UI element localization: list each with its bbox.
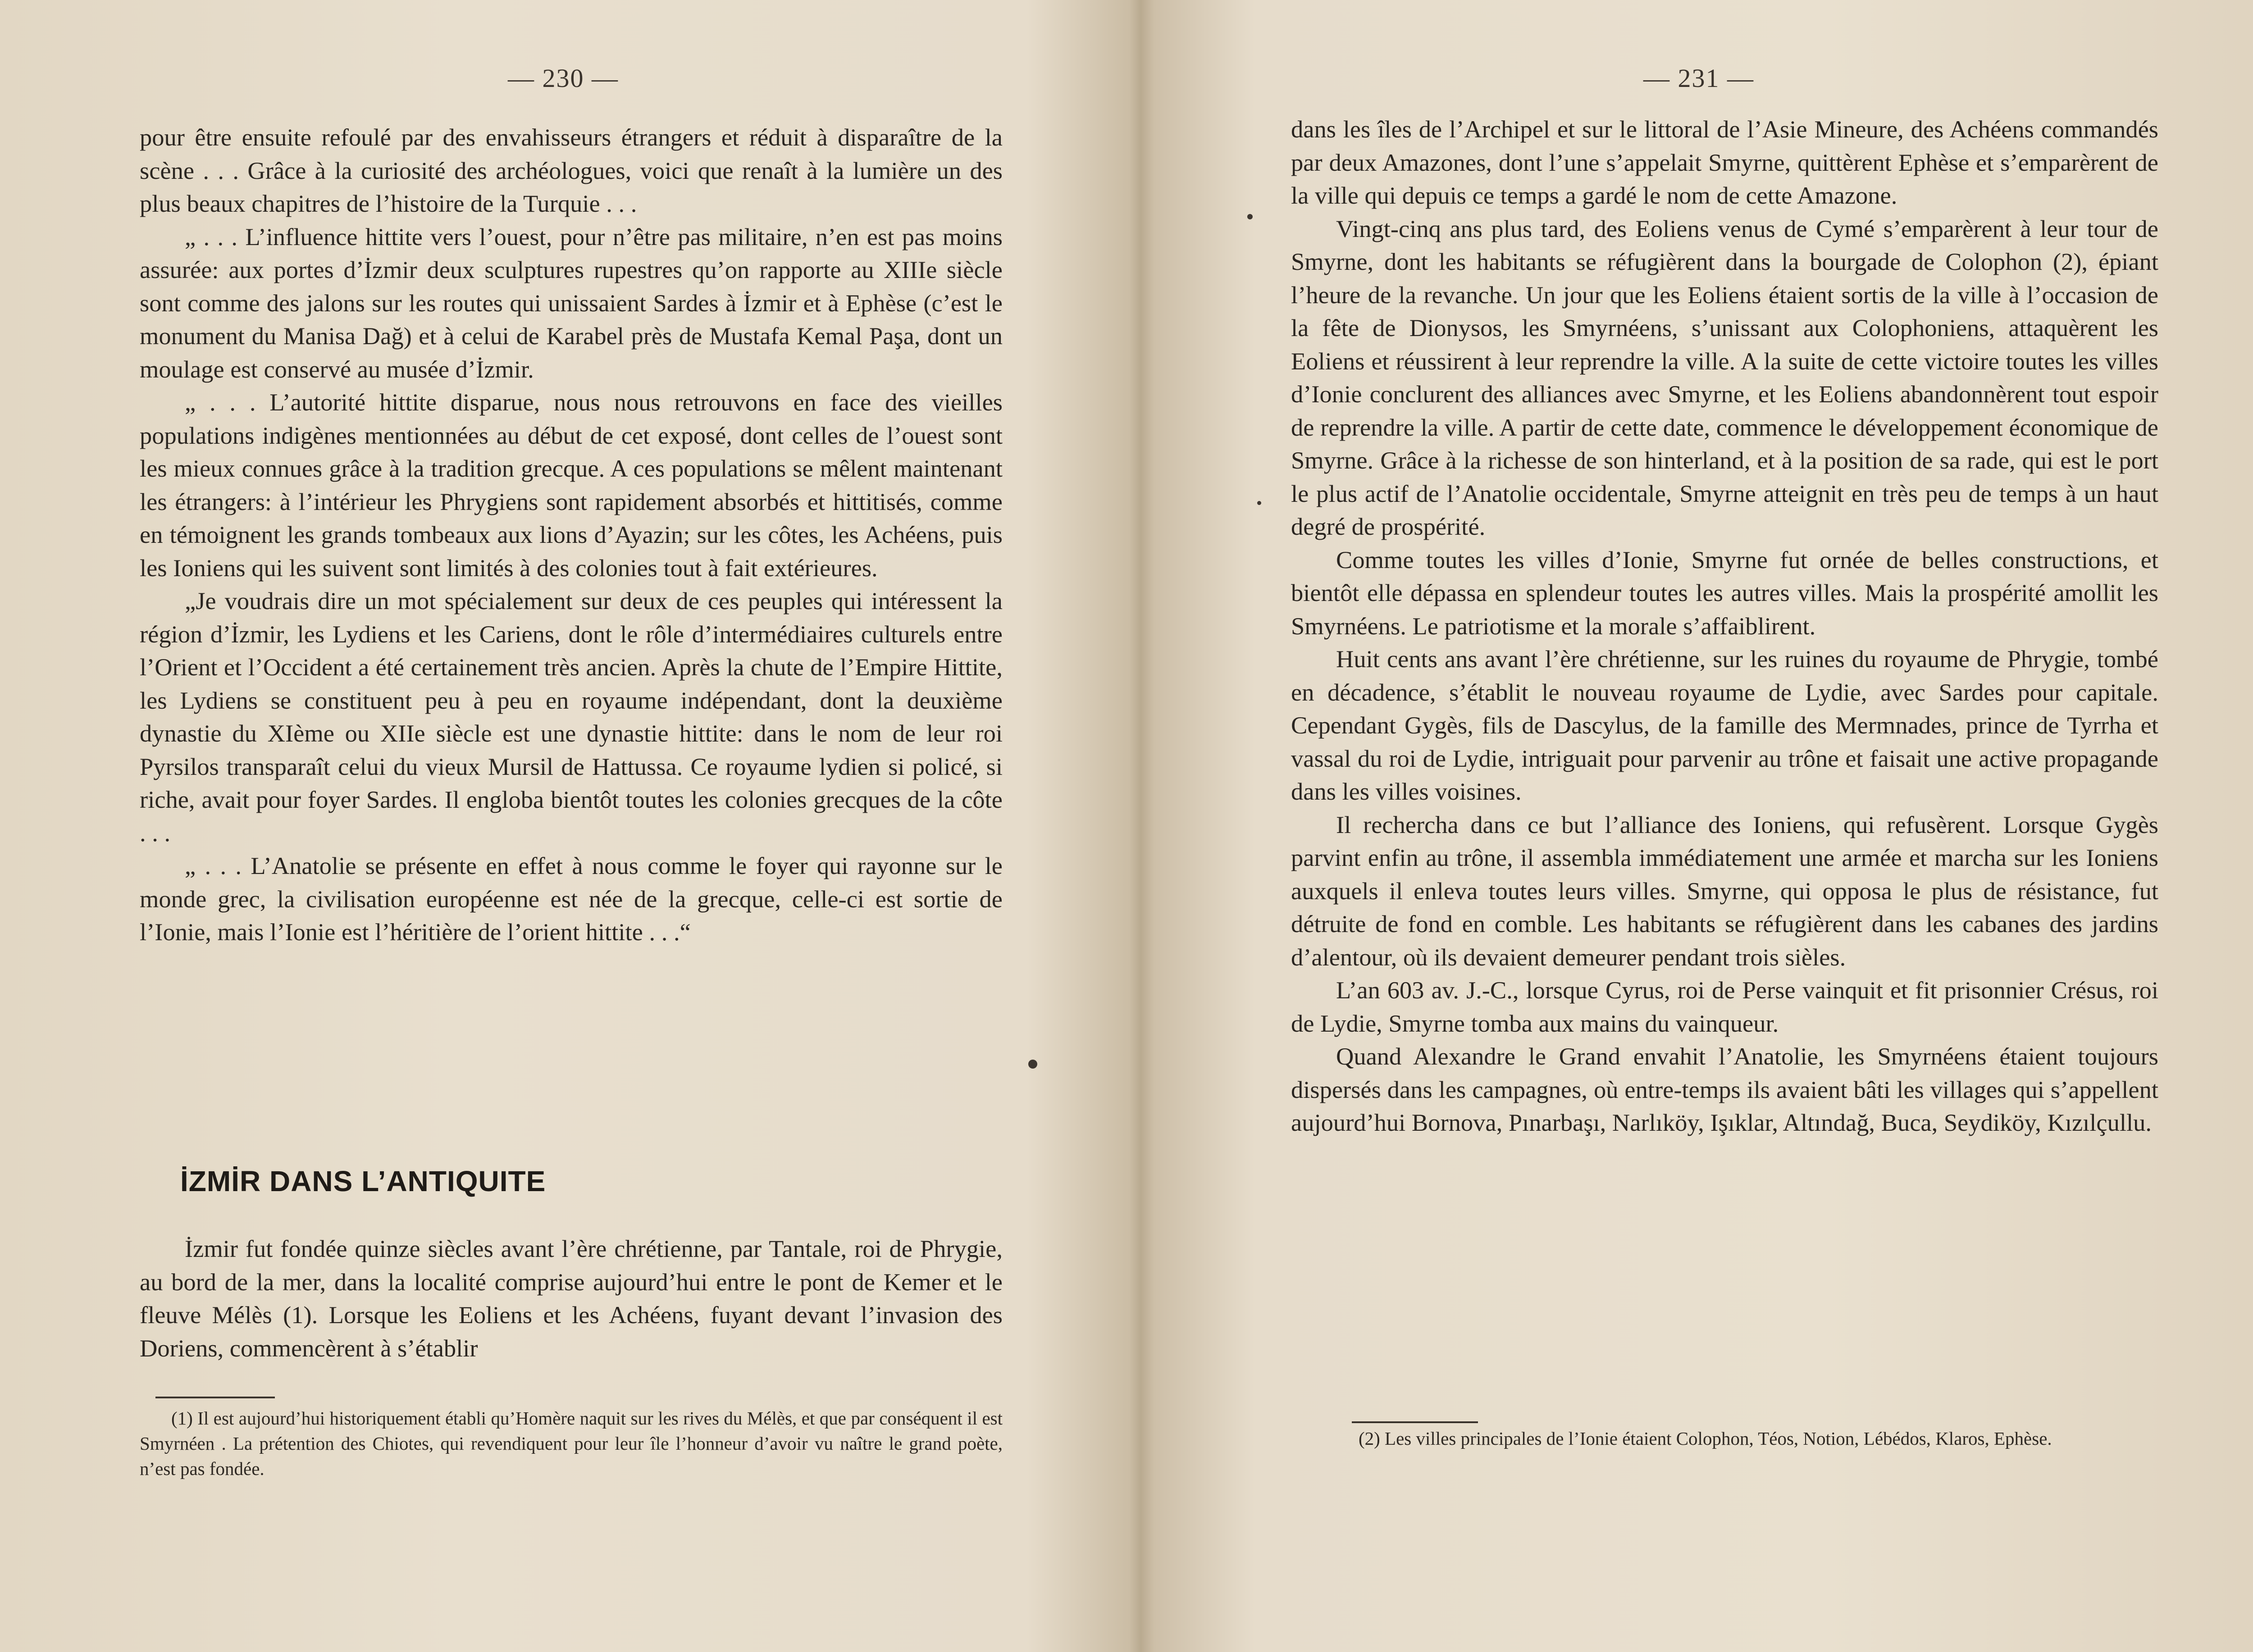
- right-paragraph-4: Huit cents ans avant l’ère chrétienne, sur les ruines du royaume de Phrygie, tombé en décadence, s’établit le nouveau royaume de Lydie, avec Sardes pour capitale. Cependant Gygès, fils de Dascylus, de la famille des Mermnades, prince de Tyrrha et vassal du roi de Lydie, intriguait pour parvenir au trône et faisait une active propagande dans les villes voisines.: [1291, 645, 2158, 805]
- ink-dot: [1028, 1060, 1037, 1069]
- right-paragraph-1: dans les îles de l’Archipel et sur le littoral de l’Asie Mineure, des Achéens commandés par deux Amazones, dont l’une s’appelait Smyrne, quittèrent Ephèse et s’emparèrent de la ville qui depuis ce temps a gardé le nom de cette Amazone.: [1291, 115, 2158, 209]
- right-page-body: [1291, 113, 2158, 1139]
- left-page-number: — 230 —: [508, 64, 619, 93]
- left-paragraph-3: „ . . . L’autorité hittite disparue, nous nous retrouvons en face des vieilles populations indigènes mentionnées au début de cet exposé, dont celles de l’ouest sont les mieux connues grâce à la tradition grecque. A ces populations se mêlent maintenant les étrangers: à l’intérieur les Phrygiens sont rapidement absorbés et hittitisés, comme en témoignent les grands tombeaux aux lions d’Ayazin; sur les côtes, les Achéens, puis les Ioniens qui les suivent sont limités à des colonies tout à fait extérieures.: [140, 388, 1003, 582]
- right-paragraph-7: Quand Alexandre le Grand envahit l’Anatolie, les Smyrnéens étaient toujours dispersés dans les campagnes, où entre-temps ils avaient bâti les villages qui s’appellent aujourd’hui Bornova, Pınarbaşı, Narlıköy, Işıklar, Altındağ, Buca, Seydiköy, Kızılçullu.: [1291, 1042, 2158, 1136]
- ink-dot: [1257, 501, 1261, 505]
- right-paragraph-3: Comme toutes les villes d’Ionie, Smyrne fut ornée de belles constructions, et bientôt elle dépassa en splendeur toutes les autres villes. Mais la prospérité amollit les Smyrnéens. Le patriotisme et la morale s’affaiblirent.: [1291, 546, 2158, 640]
- left-page-section-body: [140, 1232, 1003, 1365]
- right-paragraph-2: Vingt-cinq ans plus tard, des Eoliens venus de Cymé s’emparèrent à leur tour de Smyrne, dont les habitants se réfugièrent dans la bourgade de Colophon (2), épiant l’heure de la revanche. Un jour que les Eoliens étaient sortis de la ville à l’occasion de la fête de Dionysos, les Smyrnéens, s’unissant aux Colophoniens, attaquèrent les Eoliens et réussirent à leur reprendre la ville. A la suite de cette victoire toutes les villes d’Ionie conclurent des alliances avec Smyrne, et les Eoliens abandonnèrent tout espoir de reprendre la ville. A partir de cette date, commence le développement économique de Smyrne. Grâce à la richesse de son hinterland, et à la position de sa rade, qui est le port le plus actif de l’Anatolie occidentale, Smyrne atteignit en très peu de temps à un haut degré de prospérité.: [1291, 214, 2158, 540]
- left-footnote-rule: [155, 1397, 275, 1398]
- left-paragraph-1: pour être ensuite refoulé par des envahisseurs étrangers et réduit à disparaître de la scène . . . Grâce à la curiosité des archéologues, voici que renaît à la lumière un des plus beaux chapitres de l’histoire de la Turquie . . .: [140, 123, 1003, 217]
- left-paragraph-2: „ . . . L’influence hittite vers l’ouest, pour n’être pas militaire, n’en est pas moins assurée: aux portes d’İzmir deux sculptures rupestres qu’on rapporte au XIIIe siècle sont comme des jalons sur les routes qui unissaient Sardes à İzmir et à Ephèse (c’est le monument du Manisa Dağ) et à celui de Karabel près de Mustafa Kemal Paşa, dont un moulage est conservé au musée d’İzmir.: [140, 223, 1003, 383]
- left-section-paragraph-1: İzmir fut fondée quinze siècles avant l’ère chrétienne, par Tantale, roi de Phrygie, au bord de la mer, dans la localité comprise aujourd’hui entre le pont de Kemer et le fleuve Mélès (1). Lorsque les Eoliens et les Achéens, fuyant devant l’invasion des Doriens, commencèrent à s’établir: [140, 1235, 1003, 1362]
- right-paragraph-5: Il rechercha dans ce but l’alliance des Ioniens, qui refusèrent. Lorsque Gygès parvint enfin au trône, il assembla immédiatement une armée et marcha sur les Ioniens auxquels il enleva toutes leurs villes. Smyrne, qui opposa le plus de résistance, fut détruite de fond en comble. Les habitants se réfugièrent dans les cabanes des jardins d’alentour, où ils devaient demeurer pendant trois sièles.: [1291, 810, 2158, 971]
- left-paragraph-5: „ . . . L’Anatolie se présente en effet à nous comme le foyer qui rayonne sur le monde grec, la civilisation européenne est née de la grecque, celle-ci est sortie de l’Ionie, mais l’Ionie est l’héritière de l’orient hittite . . .“: [140, 852, 1003, 946]
- right-page-number: — 231 —: [1643, 64, 1754, 93]
- left-footnote: (1) Il est aujourd’hui historiquement établi qu’Homère naquit sur les rives du Mélès, et que par conséquent il est Smyrnéen . La prétention des Chiotes, qui revendiquent pour leur île l’honneur d’avoir vu naître le grand poète, n’est pas fondée.: [140, 1408, 1003, 1479]
- section-heading: İZMİR DANS L’ANTIQUITE: [180, 1165, 546, 1197]
- right-footnote-rule: [1352, 1421, 1478, 1423]
- left-page-body: [140, 121, 1003, 949]
- left-paragraph-4: „Je voudrais dire un mot spécialement sur deux de ces peuples qui intéressent la région d’İzmir, les Lydiens et les Cariens, dont le rôle d’intermédiaires culturels entre l’Orient et l’Occident a été certainement très ancien. Après la chute de l’Empire Hittite, les Lydiens se constituent peu à peu en royaume indépendant, dont la deuxième dynastie du XIème ou XIIe siècle est une dynastie hittite: dans le nom de leur roi Pyrsilos transparaît celui du vieux Mursil de Hattussa. Ce royaume lydien si policé, si riche, avait pour foyer Sardes. Il engloba bientôt toutes les colonies grecques de la côte . . .: [140, 587, 1003, 846]
- right-paragraph-6: L’an 603 av. J.-C., lorsque Cyrus, roi de Perse vainquit et fit prisonnier Crésus, roi de Lydie, Smyrne tomba aux mains du vainqueur.: [1291, 976, 2158, 1037]
- right-footnote: (2) Les villes principales de l’Ionie étaient Colophon, Téos, Notion, Lébédos, Klaros, Ephèse.: [1359, 1428, 2052, 1449]
- ink-dot: [1247, 214, 1253, 219]
